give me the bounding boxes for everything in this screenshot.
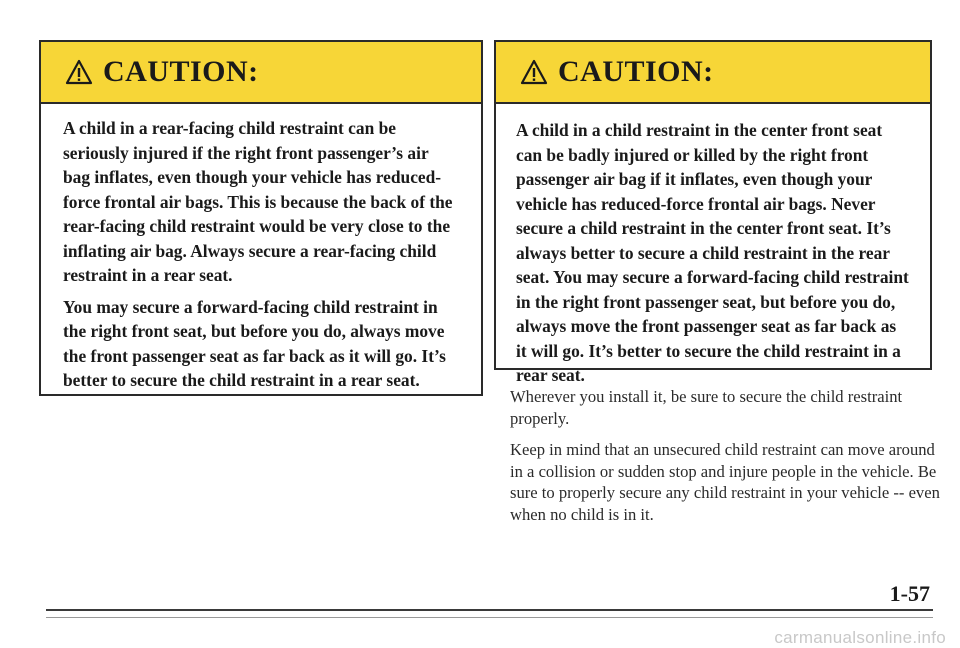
caution-title: CAUTION: — [103, 55, 259, 88]
caution-paragraph: A child in a rear-facing child restraint can be seriously injured if the right front passenger’s air bag inflates, even though your vehicle has reduced-force frontal air bags. This is because the back of the rear-facing child restraint would be very close to the inflating air bag. Always secure a rear-facing child restraint in a rear seat. — [63, 118, 453, 285]
body-paragraph: Keep in mind that an unsecured child restraint can move around in a collision or sudden stop and injure people in the vehicle. Be sure to properly secure any child restraint in your vehicle -- even when no child is in it. — [510, 440, 940, 524]
page-number: 1-57 — [889, 581, 930, 606]
body-paragraph: Wherever you install it, be sure to secure the child restraint properly. — [510, 387, 903, 428]
caution-paragraph: A child in a child restraint in the center front seat can be badly injured or killed by the right front passenger air bag if it inflates, even though your vehicle has reduced-force frontal air bags. Never secure a child restraint in the center front seat. It’s always better to secure a child restraint in the rear seat. You may secure a forward-facing child restraint in the right front passenger seat, but before you do, always move the front passenger seat as far back as it will go. It’s better to secure the child restraint in a rear seat. — [516, 120, 909, 385]
caution-paragraph: You may secure a forward-facing child restraint in the right front seat, but before you do, always move the front passenger seat as far back as it will go. It’s better to secure the child restraint in a rear seat. — [63, 296, 446, 390]
caution-box-left — [39, 40, 483, 396]
warning-triangle-icon — [520, 59, 548, 85]
watermark: carmanualsonline.info — [774, 628, 946, 647]
caution-header-right — [496, 42, 930, 104]
caution-box-right — [494, 40, 932, 385]
warning-triangle-icon — [65, 59, 93, 85]
footer-rule-thin — [46, 617, 933, 618]
body-text — [510, 386, 940, 535]
caution-body-left — [41, 104, 481, 393]
footer-rule — [46, 609, 933, 611]
caution-body-right — [496, 104, 930, 388]
caution-header-left — [41, 42, 481, 104]
caution-title: CAUTION: — [558, 55, 714, 88]
